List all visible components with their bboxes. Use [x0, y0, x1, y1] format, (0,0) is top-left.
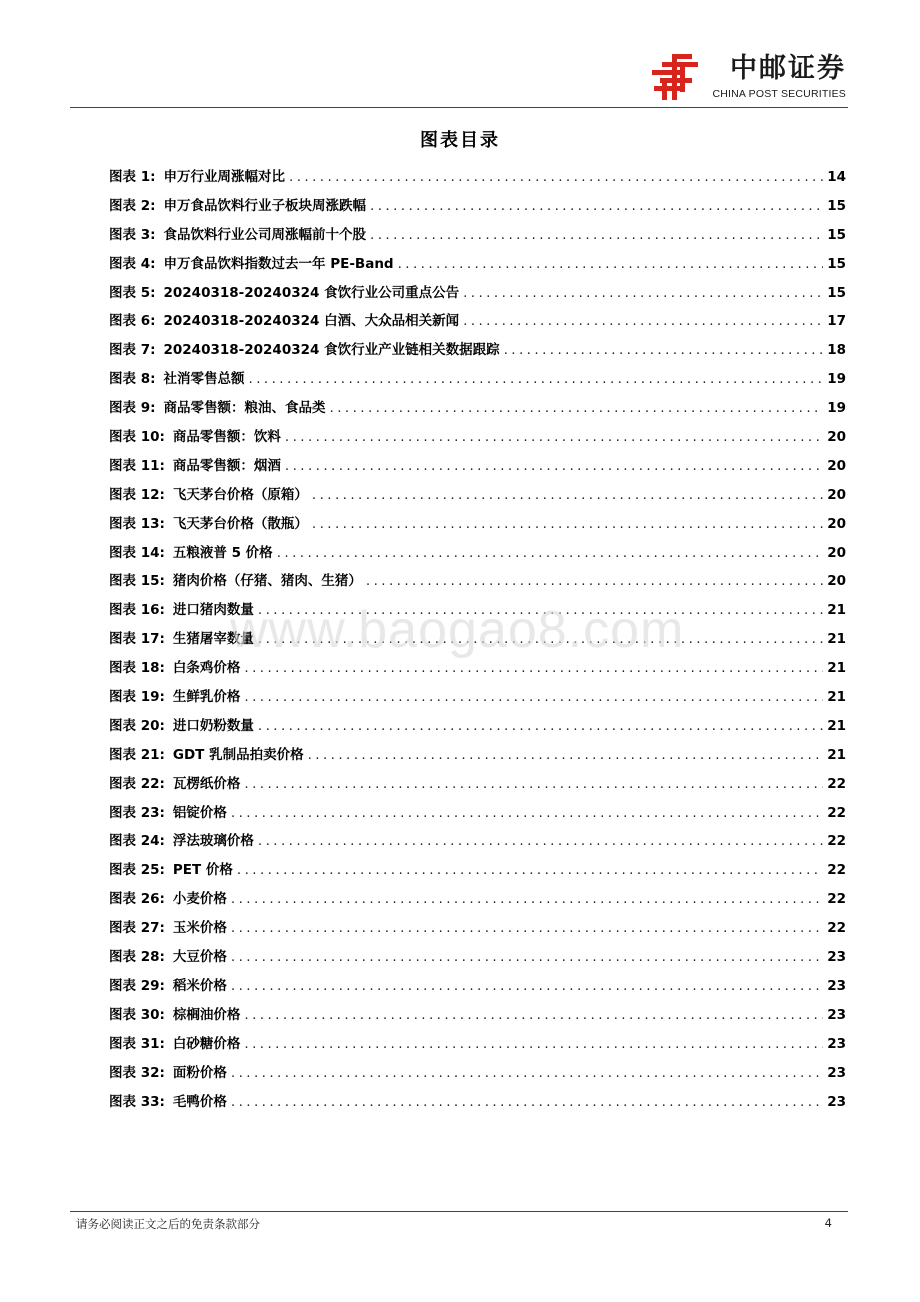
- toc-entry-page: 22: [827, 891, 846, 908]
- toc-entry-label: 图表 19:: [109, 689, 165, 706]
- toc-entry-text: 棕榈油价格: [172, 1006, 241, 1023]
- toc-leader-dots: [249, 365, 824, 394]
- toc-entry-text: PET 价格: [172, 862, 233, 879]
- toc-leader-dots: [285, 452, 823, 481]
- toc-entry-text: 白条鸡价格: [172, 660, 241, 677]
- toc-leader-dots: [289, 163, 823, 192]
- toc-entry-page: 20: [827, 486, 846, 503]
- toc-entry-label: 图表 21:: [109, 746, 165, 763]
- toc-entry[interactable]: [109, 163, 846, 192]
- toc-entry-text: 商品零售额：饮料: [172, 429, 281, 446]
- toc-entry-label: 图表 25:: [109, 862, 165, 879]
- toc-entry[interactable]: [109, 307, 846, 336]
- toc-entry-label: 图表 12:: [109, 486, 165, 503]
- toc-entry-page: 15: [827, 255, 846, 272]
- toc-entry[interactable]: [109, 1059, 846, 1088]
- toc-entry-page: 19: [827, 400, 846, 417]
- toc-leader-dots: [231, 799, 823, 828]
- toc-entry-page: 23: [827, 977, 846, 994]
- toc-leader-dots: [244, 1001, 823, 1030]
- toc-entry-text: 进口奶粉数量: [172, 717, 254, 734]
- toc-entry[interactable]: [109, 827, 846, 856]
- toc-leader-dots: [231, 943, 823, 972]
- toc-entry-label: 图表 30:: [109, 1006, 165, 1023]
- toc-leader-dots: [312, 481, 823, 510]
- toc-entry-page: 17: [827, 313, 846, 330]
- toc-entry-label: 图表 3:: [109, 226, 156, 243]
- toc-entry[interactable]: [109, 336, 846, 365]
- toc-leader-dots: [308, 741, 824, 770]
- toc-entry-text: 瓦楞纸价格: [172, 775, 241, 792]
- toc-entry-page: 21: [827, 602, 846, 619]
- toc-leader-dots: [231, 972, 823, 1001]
- toc-entry-text: 小麦价格: [172, 891, 227, 908]
- toc-entry-label: 图表 23:: [109, 804, 165, 821]
- toc-entry-text: 申万食品饮料行业子板块周涨跌幅: [163, 197, 366, 214]
- toc-leader-dots: [231, 1059, 823, 1088]
- toc-entry-page: 20: [827, 544, 846, 561]
- toc-entry[interactable]: [109, 885, 846, 914]
- toc-entry-text: 猪肉价格（仔猪、猪肉、生猪）: [172, 573, 362, 590]
- toc-entry-text: 玉米价格: [172, 920, 227, 937]
- toc-entry-text: 商品零售额：粮油、食品类: [163, 400, 326, 417]
- toc-entry-label: 图表 8:: [109, 371, 156, 388]
- toc-entry-text: 稻米价格: [172, 977, 227, 994]
- toc-entry-label: 图表 5:: [109, 284, 156, 301]
- toc-title: 图表目录: [420, 130, 500, 151]
- toc-entry-page: 22: [827, 833, 846, 850]
- logo-english-text: CHINA POST SECURITIES: [712, 88, 846, 100]
- toc-entry[interactable]: [109, 567, 846, 596]
- toc-entry-label: 图表 15:: [109, 573, 165, 590]
- toc-leader-dots: [330, 394, 824, 423]
- toc-entry-page: 20: [827, 515, 846, 532]
- toc-leader-dots: [504, 336, 824, 365]
- toc-entry-page: 23: [827, 1006, 846, 1023]
- toc-entry[interactable]: [109, 250, 846, 279]
- toc-entry-page: 22: [827, 862, 846, 879]
- toc-entry-text: 大豆价格: [172, 949, 227, 966]
- toc-entry-page: 18: [827, 342, 846, 359]
- toc-entry-text: 申万行业周涨幅对比: [163, 169, 285, 185]
- toc-entry[interactable]: [109, 221, 846, 250]
- china-post-logo-icon: [650, 52, 700, 102]
- toc-entry-text: 生鲜乳价格: [172, 689, 241, 706]
- toc-entry-page: 15: [827, 197, 846, 214]
- toc-entry[interactable]: [109, 481, 846, 510]
- toc-entry-text: 社消零售总额: [163, 371, 245, 388]
- toc-entry-text: 铝锭价格: [172, 804, 227, 821]
- toc-entry-page: 21: [827, 746, 846, 763]
- toc-leader-dots: [463, 279, 823, 308]
- toc-entry-text: 面粉价格: [172, 1064, 227, 1081]
- toc-entry-text: 20240318-20240324 食饮行业公司重点公告: [163, 284, 460, 301]
- toc-entry-text: 商品零售额：烟酒: [172, 457, 281, 474]
- toc-leader-dots: [370, 221, 823, 250]
- toc-leader-dots: [398, 250, 824, 279]
- toc-leader-dots: [237, 856, 823, 885]
- toc-entry-label: 图表 9:: [109, 400, 156, 417]
- toc-leader-dots: [231, 1088, 823, 1117]
- toc-entry-label: 图表 4:: [109, 255, 156, 272]
- header-divider: [70, 107, 848, 108]
- toc-entry-text: 浮法玻璃价格: [172, 833, 254, 850]
- toc-entry[interactable]: [109, 741, 846, 770]
- toc-entry-page: 15: [827, 284, 846, 301]
- toc-entry-page: 15: [827, 226, 846, 243]
- toc-entry-page: 21: [827, 660, 846, 677]
- toc-entry-label: 图表 2:: [109, 197, 156, 214]
- toc-entry-label: 图表 1:: [109, 169, 156, 185]
- toc-entry[interactable]: [109, 1001, 846, 1030]
- toc-entry-label: 图表 6:: [109, 313, 156, 330]
- toc-leader-dots: [312, 510, 823, 539]
- footer-divider: [70, 1211, 848, 1212]
- toc-entry-page: 20: [827, 573, 846, 590]
- toc-entry-label: 图表 11:: [109, 457, 165, 474]
- toc-entry[interactable]: [109, 510, 846, 539]
- toc-entry-page: 23: [827, 1064, 846, 1081]
- page-number: 4: [824, 1216, 832, 1230]
- toc-entry[interactable]: [109, 1030, 846, 1059]
- toc-entry-page: 21: [827, 631, 846, 648]
- toc-entry-text: 进口猪肉数量: [172, 602, 254, 619]
- toc-entry-text: 飞天茅台价格（原箱）: [172, 486, 308, 503]
- toc-entry[interactable]: [109, 1088, 846, 1117]
- toc-leader-dots: [285, 423, 823, 452]
- toc-entry-label: 图表 28:: [109, 949, 165, 966]
- toc-entry-text: 生猪屠宰数量: [172, 631, 254, 648]
- toc-entry-label: 图表 18:: [109, 660, 165, 677]
- toc-leader-dots: [244, 683, 823, 712]
- toc-entry-label: 图表 27:: [109, 920, 165, 937]
- toc-entry-text: 毛鸭价格: [172, 1093, 227, 1110]
- toc-entry-text: 20240318-20240324 白酒、大众品相关新闻: [163, 313, 460, 330]
- toc-entry[interactable]: [109, 943, 846, 972]
- toc-entry-page: 20: [827, 457, 846, 474]
- toc-entry[interactable]: [109, 539, 846, 568]
- toc-entry-label: 图表 26:: [109, 891, 165, 908]
- toc-entry[interactable]: [109, 365, 846, 394]
- toc-entry-text: GDT 乳制品拍卖价格: [172, 746, 304, 763]
- toc-entry[interactable]: [109, 452, 846, 481]
- toc-entry-label: 图表 17:: [109, 631, 165, 648]
- toc-entry[interactable]: [109, 770, 846, 799]
- toc-entry-label: 图表 24:: [109, 833, 165, 850]
- toc-entry-page: 21: [827, 717, 846, 734]
- toc-leader-dots: [258, 827, 823, 856]
- toc-entry-page: 22: [827, 775, 846, 792]
- toc-entry[interactable]: [109, 856, 846, 885]
- toc-entry-label: 图表 29:: [109, 977, 165, 994]
- toc-entry[interactable]: [109, 799, 846, 828]
- toc-entry[interactable]: [109, 972, 846, 1001]
- toc-entry-page: 23: [827, 949, 846, 966]
- footer-disclaimer: 请务必阅读正文之后的免责条款部分: [76, 1217, 260, 1231]
- toc-entry-label: 图表 14:: [109, 544, 165, 561]
- toc-entry-page: 22: [827, 920, 846, 937]
- toc-entry-text: 五粮液普 5 价格: [172, 544, 273, 561]
- toc-entry-label: 图表 20:: [109, 717, 165, 734]
- page-header: [70, 50, 850, 108]
- toc-leader-dots: [231, 885, 823, 914]
- toc-entry-label: 图表 10:: [109, 429, 165, 446]
- toc-entry-page: 19: [827, 371, 846, 388]
- toc-leader-dots: [463, 307, 823, 336]
- toc-leader-dots: [244, 1030, 823, 1059]
- toc-entry-page: 20: [827, 429, 846, 446]
- toc-entry-page: 23: [827, 1035, 846, 1052]
- toc-entry-text: 飞天茅台价格（散瓶）: [172, 515, 308, 532]
- toc-entry[interactable]: [109, 394, 846, 423]
- watermark: www.baogao8.com: [230, 601, 685, 659]
- toc-entry-label: 图表 32:: [109, 1064, 165, 1081]
- toc-entry-text: 20240318-20240324 食饮行业产业链相关数据跟踪: [163, 342, 500, 359]
- toc-entry-label: 图表 31:: [109, 1035, 165, 1052]
- toc-entry[interactable]: [109, 192, 846, 221]
- toc-entry-page: 22: [827, 804, 846, 821]
- toc-entry-label: 图表 7:: [109, 342, 156, 359]
- toc-entry-text: 白砂糖价格: [172, 1035, 241, 1052]
- toc-leader-dots: [277, 539, 824, 568]
- toc-entry-text: 食品饮料行业公司周涨幅前十个股: [163, 226, 366, 243]
- toc-entry-page: 21: [827, 689, 846, 706]
- toc-leader-dots: [370, 192, 823, 221]
- toc-entry-label: 图表 13:: [109, 515, 165, 532]
- toc-entry[interactable]: [109, 712, 846, 741]
- toc-entry-label: 图表 33:: [109, 1093, 165, 1110]
- toc-entry-label: 图表 22:: [109, 775, 165, 792]
- toc-entry-text: 申万食品饮料指数过去一年 PE-Band: [163, 255, 394, 272]
- toc-entry[interactable]: [109, 279, 846, 308]
- toc-entry[interactable]: [109, 914, 846, 943]
- toc-leader-dots: [244, 770, 823, 799]
- toc-leader-dots: [231, 914, 823, 943]
- toc-leader-dots: [366, 567, 823, 596]
- toc-entry-label: 图表 16:: [109, 602, 165, 619]
- toc-entry-page: 14: [827, 169, 846, 185]
- toc-entry[interactable]: [109, 683, 846, 712]
- toc-leader-dots: [258, 712, 823, 741]
- toc-entry-page: 23: [827, 1093, 846, 1110]
- toc-entry[interactable]: [109, 423, 846, 452]
- logo-chinese-text: 中邮证券: [730, 53, 846, 84]
